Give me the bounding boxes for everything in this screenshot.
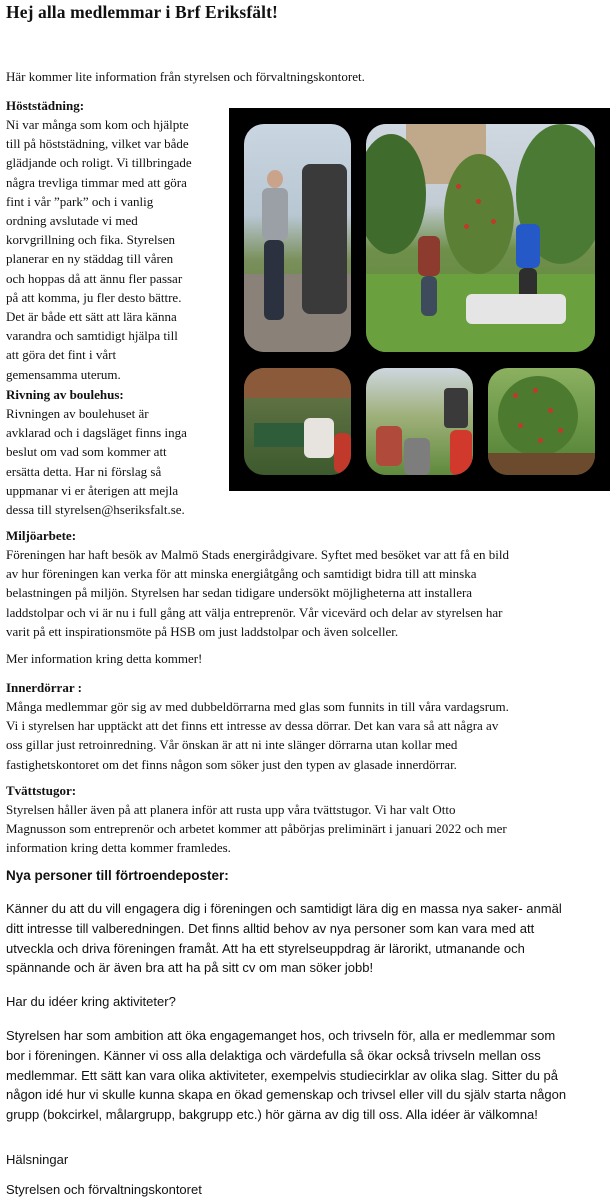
- body-line: Mer information kring detta kommer!: [6, 651, 203, 667]
- body-line: någon idé hur vi skulle kunna skapa en ökad gemenskap och trivsel eller vill du själv starta någon: [6, 1087, 567, 1103]
- page-title: Hej alla medlemmar i Brf Eriksfält!: [6, 2, 278, 22]
- body-line: varandra och samtidigt hjälpa till: [6, 328, 178, 344]
- body-line: ersätta detta. Har ni förslag så: [6, 463, 162, 479]
- body-line: planerar en ny städdag till våren: [6, 251, 174, 267]
- body-line: fint i vår ”park” och i vanlig: [6, 193, 154, 209]
- section-hoststadning: [6, 97, 228, 384]
- body-line: Styrelsen har som ambition att öka engagemanget hos, och trivseln för, alla er medlemmar som: [6, 1027, 556, 1043]
- body-line: uppmanar vi er återigen att mejla: [6, 482, 179, 498]
- body-line: information kring detta kommer framledes.: [6, 840, 231, 856]
- body-line: Det är både ett sätt att lära känna: [6, 309, 177, 325]
- body-line: avklarad och i dagsläget finns inga: [6, 425, 187, 441]
- section-heading: Nya personer till förtroendeposter:: [6, 868, 229, 883]
- section-heading: Rivning av boulehus:: [6, 387, 124, 402]
- body-line: på att komma, ju fler desto bättre.: [6, 289, 182, 305]
- section-heading: Innerdörrar :: [6, 680, 82, 695]
- body-line: av hur föreningen kan verka för att minska energiåtgång och samtidigt bidra till att minska: [6, 566, 477, 582]
- body-line: ditt intresse till valberedningen. Det finns alltid behov av nya personer som kan vara med att: [6, 920, 535, 936]
- body-line: Föreningen har haft besök av Malmö Stads energirådgivare. Syftet med besöket var att få en bild: [6, 547, 510, 562]
- body-line: fastighetskontoret om det finns någon som söker just den typen av glasade innerdörrar.: [6, 756, 457, 772]
- section-innerdorrar: [6, 679, 611, 774]
- body-line: korvgrillning och fika. Styrelsen: [6, 232, 175, 248]
- body-line: bor i föreningen. Känner vi oss alla delaktiga och värdefulla så ökar också trivseln mellan oss: [6, 1047, 541, 1063]
- body-line: till på höststädning, vilket var både: [6, 136, 189, 152]
- section-heading: Miljöarbete:: [6, 528, 77, 543]
- section-tvattstugor: [6, 782, 611, 858]
- body-line: medlemmar. Ett sätt kan vara olika aktiviteter, exempelvis studiecirklar av olika slag. Sitter du på: [6, 1067, 559, 1083]
- body-line: laddstolpar och vi är nu i full gång att välja entreprenör. Vår vicevärd och delar av styrelsen har: [6, 604, 503, 620]
- section-heading: Tvättstugor:: [6, 783, 77, 798]
- body-line: Känner du att du vill engagera dig i föreningen och samtidigt lära dig en massa nya saker- anmäl: [6, 901, 562, 916]
- body-line: Ni var många som kom och hjälpte: [6, 117, 189, 132]
- body-line: Vi i styrelsen har upptäckt att det finns ett intresse av dessa dörrar. Det kan vara så att några av: [6, 718, 499, 734]
- intro-text: Här kommer lite information från styrelsen och förvaltningskontoret.: [6, 69, 365, 84]
- body-line: Styrelsen håller även på att planera inför att rusta upp våra tvättstugor. Vi har valt Otto: [6, 802, 456, 817]
- section-nya-personer: [6, 867, 611, 1125]
- photo-park: [366, 124, 595, 352]
- photo-table: [244, 368, 351, 475]
- body-line: varit på ett inspirationsmöte på HSB om just laddstolpar och även solceller.: [6, 623, 399, 639]
- body-line: och hoppas då att ännu fler passar: [6, 270, 183, 286]
- body-line: Magnusson som entreprenör och arbetet kommer att påbörjas preliminärt i januari 2022 och mer: [6, 821, 507, 837]
- section-heading: Höststädning:: [6, 98, 85, 113]
- photo-collage: [229, 108, 610, 491]
- aktiviteter-question: Har du idéer kring aktiviteter?: [6, 994, 176, 1010]
- body-line: Rivningen av boulehuset är: [6, 406, 149, 421]
- body-line: utveckla och driva föreningen framåt. Att ha ett styrelseuppdrag är lärorikt, utmanande och: [6, 940, 525, 956]
- body-line: beslut om vad som kommer att: [6, 444, 167, 460]
- body-line: oss gillar just retroinredning. Vår önskan är att ni inte slänger dörrarna utan kollar med: [6, 737, 458, 753]
- photo-gathering: [366, 368, 473, 475]
- body-line: att göra det fint i vårt: [6, 347, 117, 363]
- body-line: några trevliga timmar med att göra: [6, 174, 187, 190]
- body-line: ordning avslutade vi med: [6, 213, 138, 229]
- body-line: spännande och är även bra att ha på sitt cv om man söker jobb!: [6, 960, 374, 976]
- section-miljo: [6, 527, 611, 668]
- closing-signature: Styrelsen och förvaltningskontoret: [6, 1182, 202, 1197]
- body-line: gemensamma uterum.: [6, 366, 121, 382]
- body-line: Många medlemmar gör sig av med dubbeldörrarna med glas som funnits in till våra vardagsrum.: [6, 699, 509, 714]
- body-line: glädjande och roligt. Vi tillbringade: [6, 155, 192, 171]
- body-line: dessa till styrelsen@hseriksfalt.se.: [6, 502, 185, 518]
- body-line: belastningen på miljön. Styrelsen har sedan tidigare undersökt möjligheterna att installera: [6, 585, 473, 601]
- section-boulehus: [6, 386, 228, 519]
- photo-grill: [244, 124, 351, 352]
- photo-tree: [488, 368, 595, 475]
- closing-greeting: Hälsningar: [6, 1152, 69, 1167]
- body-line: grupp (bokcirkel, målargrupp, bakgrupp etc.) hör gärna av dig till oss. Alla idéer är välkomna!: [6, 1107, 538, 1123]
